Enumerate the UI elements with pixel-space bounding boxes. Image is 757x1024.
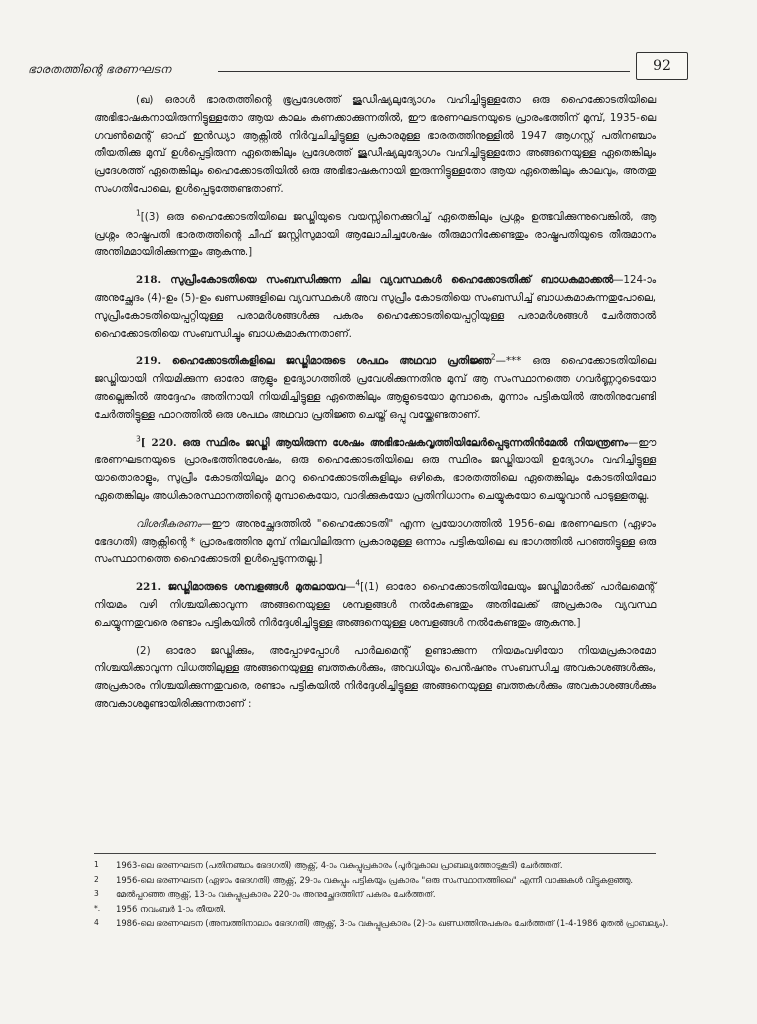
- footnote-ref: 3: [136, 434, 141, 444]
- section-221-clause-2: (2) ഓരോ ജഡ്ജിക്കും, അപ്പോഴപ്പോൾ പാർലമെന്റ് ഉണ്ടാക്കുന്ന നിയമംവഴിയോ നിയമപ്രകാരമോ നിശ്ചയിക്കാവുന്ന വിധത്തിലുള്ള അങ്ങനെയുള്ള ബത്തകൾക്കും, അവധിയും പെൻഷനും സംബന്ധിച്ച അവകാശങ്ങൾക്കും, അപ്രകാരം നിശ്ചയിക്കുന്നതുവരെ, രണ്ടാം പട്ടികയിൽ നിർദ്ദേശിച്ചിട്ടുള്ള അങ്ങനെയുള്ള ബത്തകൾക്കും അവകാശങ്ങൾക്കും അവകാശമുണ്ടായിരിക്കുന്നതാണ് :: [94, 644, 656, 710]
- footnote-mark: *.: [94, 903, 101, 913]
- footnote-item: [94, 887, 669, 902]
- clause-3-paragraph: [94, 209, 656, 262]
- section-heading: ജഡ്ജിമാരുടെ ശമ്പളങ്ങൾ മുതലായവ: [167, 581, 346, 594]
- section-218: [94, 272, 656, 343]
- page-header: [28, 52, 688, 82]
- section-heading: സുപ്രീംകോടതിയെ സംബന്ധിക്കുന്ന ചില വ്യവസ്ഥകൾ ഹൈക്കോടതിക്ക് ബാധകമാക്കൽ: [170, 274, 614, 287]
- section-text: —ഈ ഭരണഘടനയുടെ പ്രാരംഭത്തിനുശേഷം, ഒരു ഹൈക്കോടതിയിലെ ഒരു സ്ഥിരം ജഡ്ജിയായി ഉദ്യോഗം വഹിച്ചിട്ടുള്ള യാതൊരാളും, സുപ്രീം കോടതിയിലും മററു ഹൈക്കോടതികളിലും ഒഴികെ, ഭാരതത്തിലെ ഏതെങ്കിലും കോടതിയിലോ ഏതെങ്കിലും അധികാരസ്ഥാനത്തിന്റെ മുമ്പാകെയോ, വാദിക്കുകയോ പ്രതിനിധാനം ചെയ്യുകയോ ചെയ്യുവാൻ പാടുള്ളതല്ല.: [94, 436, 656, 502]
- page-body: [94, 92, 656, 724]
- section-text: [(1) ഓരോ ഹൈക്കോടതിയിലേയും ജഡ്ജിമാർക്ക് പാർലമെന്റ് നിയമം വഴി നിശ്ചയിക്കാവുന്ന അങ്ങനെയുള്ള ശമ്പളങ്ങൾ നൽകേണ്ടതും അതിലേക്ക് അപ്രകാരം വ്യവസ്ഥ ചെയ്യുന്നതുവരെ രണ്ടാം പട്ടികയിൽ നിർദ്ദേശിച്ചിട്ടുള്ള അങ്ങനെയുള്ള ശമ്പളങ്ങൾ നൽകേണ്ടതും ആകുന്നു.]: [94, 581, 656, 629]
- footnote-item: [94, 873, 669, 888]
- section-number: [ 220.: [140, 436, 177, 449]
- clause-b-paragraph: (ഖ) ഒരാൾ ഭാരതത്തിന്റെ ഭൂപ്രദേശത്ത് ജുഡീഷ്യലുദ്യോഗം വഹിച്ചിട്ടുള്ളതോ ഒരു ഹൈക്കോടതിയിലെ അഭിഭാഷകനായിരുന്നിട്ടുള്ളതോ ആയ കാലം കണക്കാക്കുന്നതിൽ, ഈ ഭരണഘടനയുടെ പ്രാരംഭത്തിന് മുമ്പ്, 1935-ലെ ഗവൺമെന്റ് ഓഫ് ഇൻഡ്യാ ആക്റ്റിൽ നിർവ്വചിച്ചിട്ടുള്ള പ്രകാരമുള്ള ഭാരതത്തിനുള്ളിൽ 1947 ആഗസ്റ്റ് പതിനഞ്ചാം തീയതിക്കു മുമ്പ് ഉൾപ്പെട്ടിരുന്ന ഏതെങ്കിലും പ്രദേശത്ത് ജുഡീഷ്യലുദ്യോഗം വഹിച്ചിട്ടുള്ളതോ അങ്ങനെയുള്ള ഏതെങ്കിലും പ്രദേശത്ത് ഏതെങ്കിലും ഹൈക്കോടതിയിൽ ഒരു അഭിഭാഷകനായി ഇരുന്നിട്ടുള്ളതോ ആയ ഏതെങ്കിലും കാലവും, അതതു സംഗതിപോലെ, ഉൾപ്പെടുത്തേണ്ടതാണ്.: [94, 94, 656, 195]
- explanation-label: വിശദീകരണം: [136, 517, 202, 530]
- section-text: —124-ാം അനുച്ഛേദം (4)-ഉം (5)-ഉം ഖണ്ഡങ്ങളിലെ വ്യവസ്ഥകൾ അവ സുപ്രീം കോടതിയെ സംബന്ധിച്ച് ബാധകമാകുന്നതുപോലെ, സുപ്രീംകോടതിയെപ്പറ്റിയുള്ള പരാമർശങ്ങൾക്കു പകരം ഹൈക്കോടതിയെപ്പറ്റിയുള്ള പരാമർശങ്ങൾ ചേർത്താൽ ഹൈക്കോടതിയെ സംബന്ധിച്ചും ബാധകമാകുന്നതാണ്.: [94, 274, 657, 340]
- footnote-text: മേൽപ്പറഞ്ഞ ആക്റ്റ്, 13-ാം വകുപ്പുപ്രകാരം 220-ാം അനുച്ഛേദത്തിന് പകരം ചേർത്തത്.: [116, 889, 436, 900]
- header-rule: [218, 71, 630, 72]
- section-heading: ഒരു സ്ഥിരം ജഡ്ജി ആയിരുന്ന ശേഷം അഭിഭാഷകവൃത്തിയിലേർപ്പെടുന്നതിൻമേൽ നിയന്ത്രണം: [182, 436, 628, 449]
- footnote-item: [94, 858, 669, 873]
- footnote-item: [94, 916, 669, 931]
- section-219: [94, 353, 656, 424]
- footnote-mark: 2: [94, 874, 99, 884]
- section-number: 221.: [136, 581, 162, 594]
- section-number: 218.: [136, 274, 162, 287]
- explanation-paragraph: [94, 516, 656, 569]
- footnote-mark: 4: [94, 918, 99, 928]
- page-number: 92: [636, 52, 688, 80]
- footnote-text: 1956 നവംബർ 1-ാം തീയതി.: [116, 903, 226, 914]
- footnote-text: 1986-ലെ ഭരണഘടന (അമ്പത്തിനാലാം ഭേദഗതി) ആക്റ്റ്, 3-ാം വകുപ്പുപ്രകാരം (2)-ാം ഖണ്ഡത്തിനുപകരം ചേർത്തത് (1-4-1986 മുതൽ പ്രാബല്യം).: [116, 918, 669, 929]
- footnote-text: 1956-ലെ ഭരണഘടന (ഏഴാം ഭേദഗതി) ആക്റ്റ്, 29-ാം വകുപ്പും പട്ടികയും പ്രകാരം "ഒരു സംസ്ഥാനത്തിലെ" എന്നീ വാക്കുകൾ വിട്ടുകളഞ്ഞു.: [116, 874, 633, 885]
- footnote-text: 1963-ലെ ഭരണഘടന (പതിനഞ്ചാം ഭേദഗതി) ആക്റ്റ്, 4-ാം വകുപ്പുപ്രകാരം (പൂർവ്വകാല പ്രാബല്യത്തോടുകൂടി) ചേർത്തത്.: [116, 860, 563, 870]
- section-221: 221. ജഡ്ജിമാരുടെ ശമ്പളങ്ങൾ മുതലായവ—$^4$[(1) ഓരോ ഹൈക്കോടതിയിലേയും ജഡ്ജിമാർക്ക് പാർലമെന്റ് നിയമം വഴി നിശ്ചയിക്കാവുന്ന അങ്ങനെയുള്ള ശമ്പളങ്ങൾ നൽകേണ്ടതും അതിലേക്ക് അപ്രകാരം വ്യവസ്ഥ ചെയ്യുന്നതുവരെ രണ്ടാം പട്ടികയിൽ നിർദ്ദേശിച്ചിട്ടുള്ള അങ്ങനെയുള്ള ശമ്പളങ്ങൾ നൽകേണ്ടതും ആകുന്നു.]: [94, 578, 656, 629]
- section-heading: ഹൈക്കോടതികളിലെ ജഡ്ജിമാരുടെ ശപഥം അഥവാ പ്രതിജ്ഞ: [171, 355, 491, 368]
- section-text: —*** ഒരു ഹൈക്കോടതിയിലെ ജഡ്ജിയായി നിയമിക്കുന്ന ഓരോ ആളും ഉദ്യോഗത്തിൽ പ്രവേശിക്കുന്നതിനു മുമ്പ് ആ സംസ്ഥാനത്തെ ഗവർണ്ണറുടെയോ അല്ലെങ്കിൽ അദ്ദേഹം അതിനായി നിയമിച്ചിട്ടുള്ള ഏതെങ്കിലും ആളുടെയോ മുമ്പാകെ, മൂന്നാം പട്ടികയിൽ അതിനുവേണ്ടി ചേർത്തിട്ടുള്ള ഫാറത്തിൽ ഒരു ശപഥം അഥവാ പ്രതിജ്ഞ ചെയ്ത് ഒപ്പു വയ്ക്കേണ്ടതാണ്.: [94, 355, 656, 421]
- footnote-item: [94, 902, 669, 917]
- section-number: 219.: [136, 355, 162, 368]
- footnotes: [94, 858, 669, 931]
- explanation-text: —ഈ അനുച്ഛേദത്തിൽ "ഹൈക്കോടതി" എന്ന പ്രയോഗത്തിൽ 1956-ലെ ഭരണഘടന (ഏഴാം ഭേദഗതി) ആക്റ്റിന്റെ * പ്രാരംഭത്തിനു മുമ്പ് നിലവിലിരുന്ന പ്രകാരമുള്ള ഒന്നാം പട്ടികയിലെ ഖ ഭാഗത്തിൽ പറഞ്ഞിട്ടുള്ള ഒരു സംസ്ഥാനത്തെ ഹൈക്കോടതി ഉൾപ്പെടുന്നതല്ല.]: [94, 517, 656, 566]
- footnote-ref: 2: [490, 352, 496, 362]
- footnote-ref: 4: [355, 578, 361, 588]
- footnote-divider: [94, 853, 656, 854]
- footnote-ref: 1: [136, 208, 141, 218]
- footnote-mark: 1: [94, 860, 99, 869]
- footnote-mark: 3: [94, 889, 99, 899]
- section-220: [94, 435, 656, 506]
- running-title: ഭാരതത്തിന്റെ ഭരണഘടന: [28, 62, 171, 76]
- clause-3-text: [(3) ഒരു ഹൈക്കോടതിയിലെ ജഡ്ജിയുടെ വയസ്സിനെക്കുറിച്ച് ഏതെങ്കിലും പ്രശ്നം ഉത്ഭവിക്കുന്നുവെങ്കിൽ, ആ പ്രശ്നം രാഷ്ട്രപതി ഭാരതത്തിന്റെ ചീഫ് ജസ്റ്റിസുമായി ആലോചിച്ചശേഷം തീരുമാനിക്കേണ്ടതും രാഷ്ട്രപതിയുടെ തീരുമാനം അന്തിമമായിരിക്കുന്നതും ആകുന്നു.]: [94, 210, 656, 259]
